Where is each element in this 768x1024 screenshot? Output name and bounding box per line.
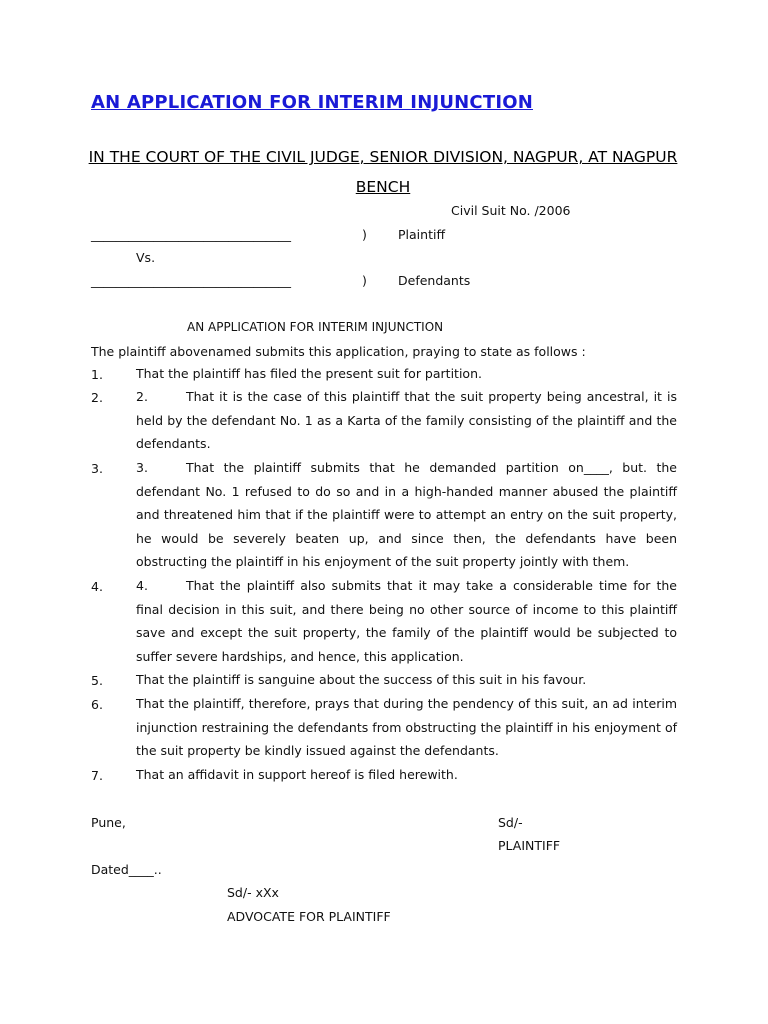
paragraph-prefix: 3. bbox=[136, 460, 148, 475]
paragraph-prefix: 2. bbox=[136, 389, 148, 404]
defendant-bracket: ) bbox=[362, 273, 367, 288]
plaintiff-bracket: ) bbox=[362, 227, 367, 242]
plaintiff-signature-label: PLAINTIFF bbox=[498, 838, 561, 853]
paragraph-number: 6. bbox=[91, 697, 103, 712]
paragraph-number: 1. bbox=[91, 367, 103, 382]
paragraph-block bbox=[136, 574, 677, 668]
advocate-label: ADVOCATE FOR PLAINTIFF bbox=[227, 909, 391, 924]
court-heading bbox=[70, 142, 696, 202]
paragraph-number: 2. bbox=[91, 390, 103, 405]
paragraph-text: That the plaintiff submits that he demanded partition on____, but. the defendant No. 1 refused to do so and in a high-handed manner abused the plaintiff and threatened him that if the plaintiff were to attempt an entry on the suit property, he would be severely beaten up, and since then, the defendants have been obstructing the plaintiff in his enjoyment of the suit property jointly with them. bbox=[136, 460, 677, 570]
paragraph-text: That the plaintiff is sanguine about the success of this suit in his favour. bbox=[136, 672, 587, 687]
plaintiff-signature: Sd/- bbox=[498, 815, 523, 830]
application-sub-heading: AN APPLICATION FOR INTERIM INJUNCTION bbox=[187, 320, 444, 334]
paragraph-text: That the plaintiff also submits that it may take a considerable time for the final decision in this suit, and there being no other source of income to this plaintiff save and except the suit property, the family of the plaintiff would be subjected to suffer severe hardships, and hence, this application. bbox=[136, 578, 677, 664]
court-heading-text: IN THE COURT OF THE CIVIL JUDGE, SENIOR DIVISION, NAGPUR, AT NAGPUR BENCH bbox=[88, 148, 678, 196]
civil-suit-number: Civil Suit No. /2006 bbox=[451, 203, 571, 218]
paragraph-number: 4. bbox=[91, 579, 103, 594]
advocate-signature: Sd/- xXx bbox=[227, 885, 279, 900]
document-title: AN APPLICATION FOR INTERIM INJUNCTION bbox=[91, 92, 533, 113]
paragraph-number: 3. bbox=[91, 461, 103, 476]
plaintiff-name-blank: ________________________________ bbox=[91, 227, 291, 242]
plaintiff-label: Plaintiff bbox=[398, 227, 446, 242]
defendant-label: Defendants bbox=[398, 273, 471, 288]
paragraph-block bbox=[136, 456, 677, 574]
defendant-name-blank: ________________________________ bbox=[91, 273, 291, 288]
paragraph-text: That an affidavit in support hereof is filed herewith. bbox=[136, 767, 458, 782]
intro-text: The plaintiff abovenamed submits this application, praying to state as follows : bbox=[91, 344, 586, 359]
paragraph-prefix: 4. bbox=[136, 578, 148, 593]
paragraph-text: That the plaintiff, therefore, prays that during the pendency of this suit, an ad interim injunction restraining the defendants from obstructing the plaintiff in his enjoyment of the suit property be kindly issued against the defendants. bbox=[136, 696, 677, 759]
paragraph-text: That it is the case of this plaintiff that the suit property being ancestral, it is held by the defendant No. 1 as a Karta of the family consisting of the plaintiff and the defendants. bbox=[136, 389, 677, 452]
place-label: Pune, bbox=[91, 815, 126, 830]
paragraph-number: 7. bbox=[91, 768, 103, 783]
date-label: Dated____.. bbox=[91, 862, 162, 877]
paragraph-block bbox=[136, 385, 677, 456]
versus-label: Vs. bbox=[136, 250, 156, 265]
paragraph-number: 5. bbox=[91, 673, 103, 688]
paragraph-text: That the plaintiff has filed the present suit for partition. bbox=[136, 366, 482, 381]
